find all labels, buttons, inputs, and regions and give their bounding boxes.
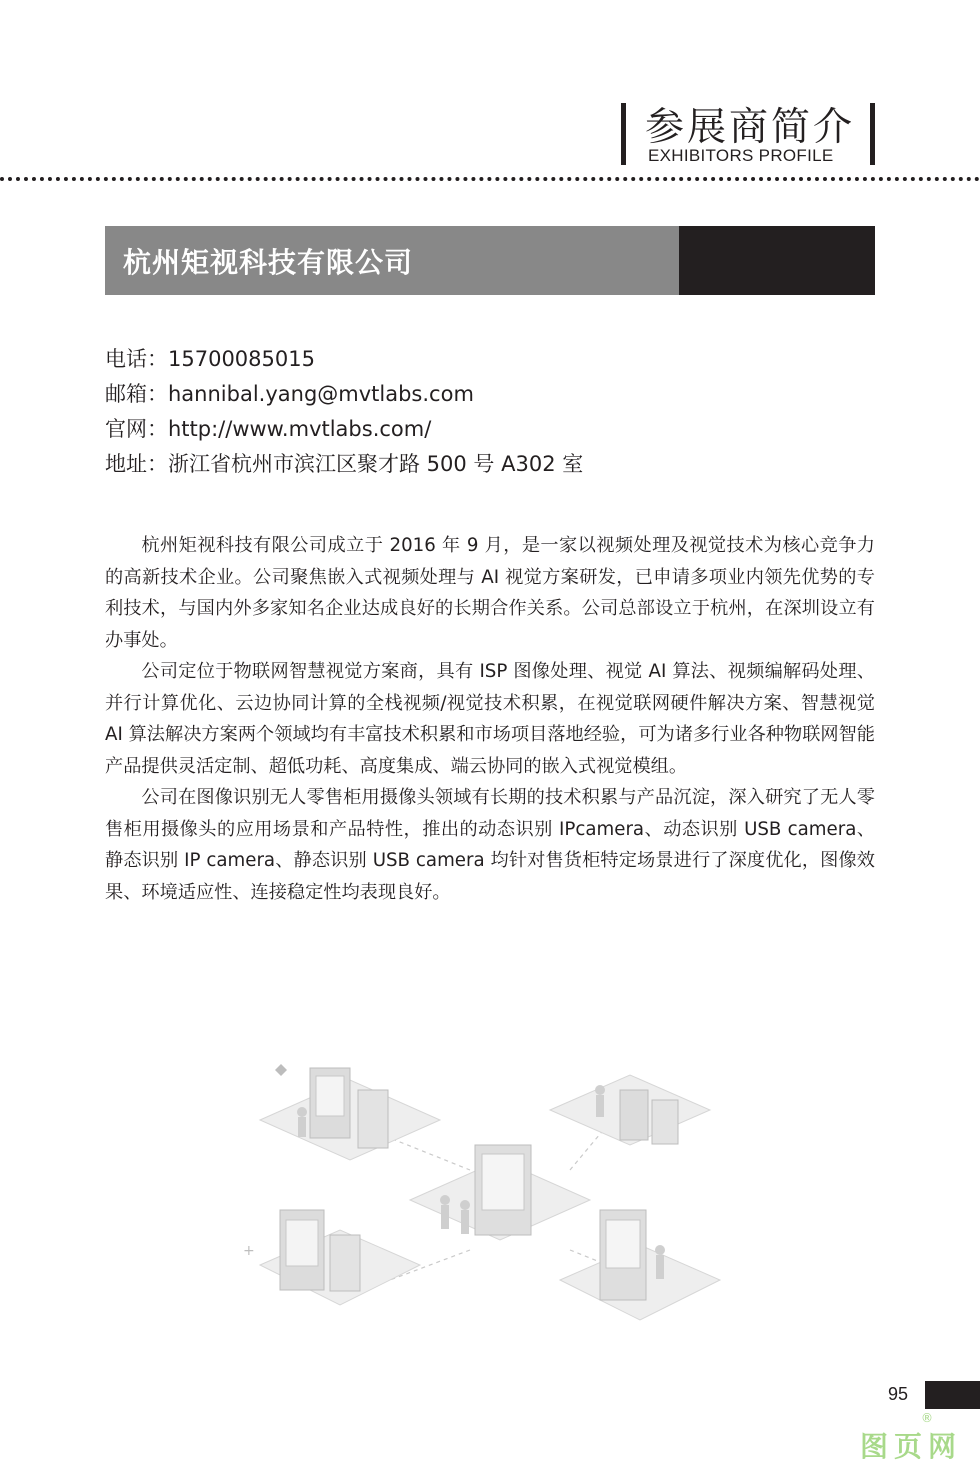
vending-illustration <box>240 1050 740 1350</box>
paragraph: 杭州矩视科技有限公司成立于 2016 年 9 月，是一家以视频处理及视觉技术为核心竞争力的高新技术企业。公司聚焦嵌入式视频处理与 AI 视觉方案研发，已申请多项业内领先优势的专利技术，与国内外多家知名企业达成良好的长期合作关系。公司总部设立于杭州，在深圳设立有办事处。 <box>105 535 875 651</box>
paragraph: 公司在图像识别无人零售柜用摄像头领域有长期的技术积累与产品沉淀，深入研究了无人零售柜用摄像头的应用场景和产品特性，推出的动态识别 IPcamera、动态识别 USB camera、静态识别 IP camera、静态识别 USB camera 均针对售货柜特定场景进行了深度优化，图像效果、环境适应性、连接稳定性均表现良好。 <box>105 787 875 903</box>
contact-phone: 电话：15700085015 <box>105 347 315 371</box>
scene-bottom-right <box>560 1210 720 1320</box>
contact-email: 邮箱：hannibal.yang@mvtlabs.com <box>105 382 474 406</box>
company-description <box>105 530 875 908</box>
company-name: 杭州矩视科技有限公司 <box>123 245 414 279</box>
contact-website: 官网：http://www.mvtlabs.com/ <box>105 417 432 441</box>
diamond-icon <box>275 1064 287 1076</box>
section-title: 参展商简介 <box>645 105 856 150</box>
header-bar-right <box>870 103 875 165</box>
dotted-divider <box>0 177 980 181</box>
scene-bottom-left <box>260 1210 420 1305</box>
company-banner-dark <box>679 226 875 295</box>
section-subtitle: EXHIBITORS PROFILE <box>648 146 834 165</box>
plus-icon: + <box>243 1243 255 1259</box>
header-bar-left <box>621 103 626 165</box>
scene-center <box>410 1145 590 1240</box>
scene-top-left <box>260 1068 440 1160</box>
company-banner-grey <box>105 226 679 295</box>
paragraph: 公司定位于物联网智慧视觉方案商，具有 ISP 图像处理、视觉 AI 算法、视频编解码处理、并行计算优化、云边协同计算的全栈视频/视觉技术积累，在视觉联网硬件解决方案、智慧视觉 AI 算法解决方案两个领域均有丰富技术积累和市场项目落地经验，可为诸多行业各种物联网智能产品提供灵活定制、超低功耗、高度集成、端云协同的嵌入式视觉模组。 <box>105 661 875 777</box>
contact-info <box>105 342 583 482</box>
contact-address: 地址：浙江省杭州市滨江区聚才路 500 号 A302 室 <box>105 452 584 476</box>
page-number-block <box>925 1381 980 1409</box>
watermark-registered-mark: ® <box>921 1411 933 1425</box>
watermark: 图页网 <box>860 1430 963 1463</box>
scene-top-right <box>550 1075 710 1145</box>
company-banner <box>105 226 875 295</box>
page-number: 95 <box>888 1384 909 1404</box>
